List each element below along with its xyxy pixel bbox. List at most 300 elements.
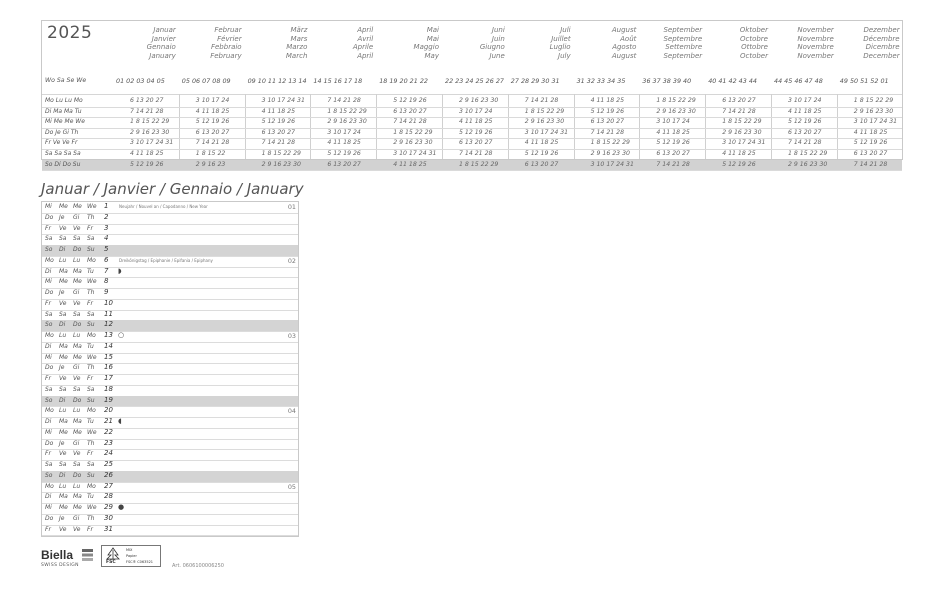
week-number: 01	[287, 203, 296, 211]
overview-cell: 2 9 16 23 30	[130, 128, 170, 136]
day-number: 24	[104, 449, 113, 458]
overview-cell: 7 14 21 28	[853, 160, 888, 168]
day-number: 28	[104, 492, 113, 501]
weekday-abbr: Ve	[73, 525, 81, 533]
month-name-lang: September	[663, 51, 703, 60]
overview-cell: 2 9 16 23	[195, 160, 226, 168]
overview-cell: 5 12 19 26	[327, 150, 361, 157]
month-name-lang: Février	[217, 34, 242, 43]
weekday-abbr: Me	[59, 428, 68, 436]
month-name-7	[509, 26, 571, 60]
moon-phase-icon: ●	[118, 503, 125, 511]
week-numbers-7: 27 28 29 30 31	[510, 77, 560, 85]
month-name-lang: Janvier	[151, 34, 176, 43]
overview-cell: 7 14 21 28	[327, 97, 361, 104]
weekday-abbr: Je	[59, 514, 65, 522]
overview-cell: 5 12 19 26	[656, 139, 690, 147]
weekday-abbr: Ve	[59, 299, 67, 307]
overview-cell: 1 8 15 22 29	[261, 150, 301, 157]
overview-cell: 4 11 18 25	[393, 160, 427, 168]
year-overview	[41, 20, 903, 168]
weekday-abbr: Sa	[73, 385, 81, 393]
overview-cell: 4 11 18 25	[261, 107, 296, 115]
fsc-paper: Papier	[126, 554, 137, 558]
month-name-lang: Mai	[426, 34, 439, 43]
moon-phase-icon: ◗	[118, 266, 122, 275]
weekday-abbr: Lu	[59, 407, 67, 415]
overview-cell: 7 14 21 28	[722, 107, 756, 115]
weekday-abbr: Ma	[59, 493, 68, 501]
weekday-abbr: Fr	[45, 450, 51, 458]
day-number: 12	[104, 320, 113, 329]
weekday-abbr: Mo	[87, 256, 96, 264]
overview-cell: 6 13 20 27	[722, 97, 756, 104]
weekday-abbr: Mo	[45, 482, 54, 490]
weekday-abbr: Mi	[45, 428, 52, 436]
overview-cell: 3 10 17 24 31	[130, 139, 174, 147]
month-name-lang: Marzo	[286, 43, 308, 52]
weekday-abbr: Me	[73, 428, 82, 436]
day-number: 21	[104, 417, 113, 425]
weekday-abbr: Sa	[45, 385, 53, 393]
overview-cell: 2 9 16 23 30	[393, 139, 433, 147]
week-numbers-3: 09 10 11 12 13 14	[247, 77, 307, 85]
week-numbers-2: 05 06 07 08 09	[181, 77, 231, 85]
overview-cell: 4 11 18 25	[590, 97, 625, 104]
weekday-abbr: Ve	[73, 224, 81, 232]
article-number: Art. 0606100006250	[172, 563, 224, 569]
weekday-abbr: Me	[73, 203, 82, 210]
weekday-abbr: So	[45, 471, 53, 479]
weekday-abbr: So	[45, 321, 53, 329]
weekday-abbr: Do	[73, 246, 82, 253]
moon-phase-icon: ○	[118, 331, 125, 339]
overview-cell: 7 14 21 28	[656, 160, 690, 168]
weekday-abbr: Ma	[73, 418, 82, 425]
fsc-code: FSC® C063521	[126, 560, 154, 564]
overview-cell: 2 9 16 23 30	[590, 150, 630, 157]
month-name-lang: März	[290, 26, 308, 34]
week-numbers-8: 31 32 33 34 35	[576, 77, 626, 85]
week-numbers-5: 18 19 20 21 22	[379, 77, 428, 85]
overview-cell: 3 10 17 24 31	[393, 150, 437, 157]
overview-cell: 6 13 20 27	[656, 150, 690, 157]
month-name-lang: Novembre	[797, 34, 834, 43]
month-name-lang: Maggio	[413, 43, 439, 52]
overview-cell: 6 13 20 27	[261, 128, 296, 136]
month-name-lang: August	[611, 51, 637, 60]
weekday-abbr: Di	[45, 418, 52, 425]
weekday-abbr: Fr	[45, 375, 51, 382]
weekday-abbr: Su	[87, 246, 95, 253]
month-title: Januar / Janvier / Gennaio / January	[41, 180, 304, 198]
day-number: 11	[104, 309, 113, 318]
weekday-abbr: Lu	[59, 482, 67, 490]
weekday-abbr: Th	[87, 364, 95, 372]
weekday-abbr: Di	[59, 471, 66, 479]
month-name-lang: Gennaio	[146, 43, 176, 52]
month-name-lang: Juillet	[551, 34, 571, 43]
month-name-4	[311, 26, 373, 60]
weekday-abbr: Ma	[73, 493, 82, 501]
overview-weekday: So Di Do Su	[45, 160, 81, 168]
overview-weekday: Fr Ve Ve Fr	[45, 139, 78, 147]
overview-cell: 2 9 16 23 30	[788, 160, 828, 168]
overview-cell: 7 14 21 28	[590, 128, 625, 136]
overview-cell: 7 14 21 28	[524, 97, 559, 104]
week-numbers-6: 22 23 24 25 26 27	[445, 77, 504, 85]
weekday-abbr: Ve	[59, 375, 67, 382]
weekday-abbr: Mi	[45, 353, 52, 361]
month-name-lang: April	[357, 51, 374, 60]
weekday-abbr: Me	[59, 504, 68, 511]
overview-row	[42, 160, 902, 172]
overview-cell: 5 12 19 26	[853, 139, 888, 147]
month-name-lang: Avril	[357, 34, 374, 43]
month-name-lang: April	[357, 26, 374, 34]
day-number: 4	[104, 234, 109, 243]
weekday-abbr: Sa	[73, 235, 81, 243]
weekday-abbr: Mi	[45, 278, 52, 286]
weekday-abbr: Ve	[73, 299, 81, 307]
day-number: 23	[104, 438, 113, 447]
day-number: 18	[104, 384, 113, 393]
month-name-lang: July	[558, 51, 571, 60]
month-name-lang: February	[210, 51, 242, 60]
overview-cell: 6 13 20 27	[853, 150, 888, 157]
overview-weekday: Mi Me Me We	[45, 118, 85, 126]
weekday-abbr: Mi	[45, 203, 52, 210]
weekday-abbr: Sa	[87, 385, 95, 393]
weekday-abbr: Fr	[87, 525, 93, 533]
overview-cell: 4 11 18 25	[853, 128, 888, 136]
overview-cell: 6 13 20 27	[524, 160, 559, 168]
month-name-10	[706, 26, 768, 60]
month-name-lang: Luglio	[549, 43, 571, 52]
overview-cell: 6 13 20 27	[327, 160, 361, 168]
day-number: 17	[104, 374, 113, 382]
weekday-abbr: Sa	[87, 235, 95, 243]
month-name-3	[246, 26, 308, 60]
month-name-lang: Febbraio	[210, 43, 242, 52]
weekday-abbr: Sa	[87, 310, 95, 318]
overview-cell: 4 11 18 25	[327, 139, 361, 147]
weekday-abbr: Gi	[73, 213, 80, 221]
day-number: 7	[104, 266, 109, 275]
weekday-abbr: Ma	[59, 418, 68, 425]
overview-cell: 3 10 17 24 31	[853, 118, 898, 126]
day-number: 13	[104, 331, 113, 339]
overview-cell: 3 10 17 24	[459, 107, 493, 115]
weekday-abbr: Me	[73, 353, 82, 361]
overview-cell: 5 12 19 26	[393, 97, 427, 104]
month-name-lang: Februar	[214, 26, 242, 34]
holiday-label: Neujahr / Nouvel an / Capodanno / New Year	[119, 204, 208, 209]
weekday-abbr: Su	[87, 321, 95, 329]
month-name-lang: Mai	[426, 26, 439, 34]
holiday-label: Dreikönigstag / Epiphanie / Epifania / Epiphany	[119, 257, 213, 263]
weekday-abbr: Me	[73, 278, 82, 286]
weekday-abbr: Di	[59, 396, 66, 404]
weekday-abbr: Ve	[59, 450, 67, 458]
weekday-abbr: Ve	[73, 375, 81, 382]
weekday-abbr: Do	[45, 364, 54, 372]
weekday-abbr: Mo	[45, 407, 54, 415]
month-name-lang: Mars	[290, 34, 308, 43]
overview-cell: 5 12 19 26	[195, 118, 230, 126]
weekday-abbr: Lu	[59, 332, 67, 339]
weekday-abbr: Sa	[59, 235, 67, 243]
weekday-abbr: Ma	[59, 342, 68, 350]
overview-cell: 1 8 15 22 29	[459, 160, 499, 168]
weekday-abbr: Lu	[73, 256, 81, 264]
brand-mark-icon	[82, 549, 93, 561]
weekday-abbr: Do	[73, 321, 82, 329]
week-number: 04	[287, 407, 296, 416]
day-number: 9	[104, 288, 109, 296]
week-numbers-1: 01 02 03 04 05	[116, 77, 165, 85]
weekday-abbr: Sa	[45, 235, 53, 243]
month-name-lang: Dicembre	[865, 43, 900, 52]
month-name-lang: June	[489, 51, 505, 60]
day-number: 20	[104, 406, 113, 415]
overview-cell: 7 14 21 28	[788, 139, 822, 147]
weekday-abbr: Fr	[87, 375, 93, 382]
overview-cell: 3 10 17 24	[656, 118, 690, 126]
week-numbers-12: 49 50 51 52 01	[839, 77, 889, 85]
overview-cell: 5 12 19 26	[459, 128, 493, 136]
weekday-abbr: Do	[45, 289, 54, 296]
fsc-logo-text: FSC	[106, 560, 116, 565]
weekday-abbr: So	[45, 246, 53, 253]
day-number: 25	[104, 460, 113, 468]
weekday-abbr: We	[87, 428, 97, 436]
weekday-abbr: Je	[59, 213, 65, 221]
weekday-abbr: Fr	[45, 224, 51, 232]
weekday-abbr: So	[45, 396, 53, 404]
day-number: 5	[104, 245, 109, 253]
weekday-abbr: Tu	[87, 418, 94, 425]
weekday-abbr: Sa	[59, 310, 67, 318]
overview-cell: 7 14 21 28	[261, 139, 296, 147]
weekday-abbr: Ve	[59, 224, 67, 232]
day-number: 16	[104, 363, 113, 372]
weekday-abbr: Sa	[73, 310, 81, 318]
month-name-lang: Juin	[491, 34, 505, 43]
overview-cell: 5 12 19 26	[524, 150, 559, 157]
weekday-abbr: Je	[59, 364, 65, 372]
week-number: 02	[287, 256, 296, 265]
header-divider	[42, 94, 902, 95]
weekday-abbr: Di	[45, 342, 52, 350]
month-name-lang: Juli	[560, 26, 571, 34]
month-name-lang: Oktober	[739, 26, 768, 34]
overview-cell: 7 14 21 28	[393, 118, 427, 126]
weekday-abbr: Th	[87, 289, 95, 296]
overview-weekday: Di Ma Ma Tu	[45, 107, 82, 115]
overview-cell: 3 10 17 24 31	[590, 160, 634, 168]
day-number: 10	[104, 298, 113, 307]
overview-cell: 3 10 17 24	[788, 97, 822, 104]
weekday-abbr: We	[87, 504, 97, 511]
weekday-abbr: Do	[45, 439, 54, 447]
day-number: 15	[104, 352, 113, 361]
overview-cell: 6 13 20 27	[130, 97, 164, 104]
month-name-lang: March	[285, 51, 308, 60]
month-name-lang: Septembre	[663, 34, 703, 43]
january-day-list	[41, 201, 299, 537]
weekday-abbr: Me	[59, 203, 68, 210]
weekday-abbr: Do	[45, 213, 54, 221]
overview-cell: 4 11 18 25	[459, 118, 493, 126]
overview-cell: 5 12 19 26	[722, 160, 756, 168]
overview-cell: 4 11 18 25	[130, 150, 164, 157]
brand-logo: Biella	[41, 548, 74, 562]
overview-cell: 5 12 19 26	[261, 118, 296, 126]
brand-tagline: SWISS DESIGN	[41, 563, 79, 568]
weekday-abbr: Sa	[59, 385, 67, 393]
month-name-lang: Aprile	[352, 43, 374, 52]
weekday-abbr: Do	[45, 514, 54, 522]
overview-cell: 7 14 21 28	[459, 150, 493, 157]
weekday-abbr: Do	[73, 471, 82, 479]
weekday-abbr: Sa	[45, 461, 53, 468]
weekday-abbr: Su	[87, 471, 95, 479]
overview-cell: 7 14 21 28	[130, 107, 164, 115]
day-number: 6	[104, 255, 109, 264]
weekday-abbr: Th	[87, 213, 95, 221]
week-numbers-4: 14 15 16 17 18	[313, 77, 363, 85]
weekday-abbr: Tu	[87, 342, 94, 350]
fsc-mix: MIX	[126, 548, 133, 552]
month-name-9	[640, 26, 702, 60]
weekday-abbr: Fr	[87, 299, 93, 307]
overview-cell: 5 12 19 26	[130, 160, 164, 168]
overview-cell: 2 9 16 23 30	[853, 107, 894, 115]
day-number: 2	[104, 212, 109, 221]
overview-cell: 1 8 15 22 29	[327, 107, 367, 115]
weekday-abbr: Mo	[45, 332, 54, 339]
weekday-abbr: Gi	[73, 289, 80, 296]
overview-weekday: Do Je Gi Th	[45, 128, 79, 136]
weekday-abbr: Di	[59, 246, 66, 253]
day-number: 1	[104, 202, 109, 210]
day-number: 30	[104, 513, 113, 522]
overview-cell: 6 13 20 27	[459, 139, 493, 147]
overview-cell: 5 12 19 26	[590, 107, 625, 115]
overview-cell: 3 10 17 24	[195, 97, 230, 104]
weekday-abbr: Su	[87, 396, 95, 404]
weekday-abbr: Mo	[45, 256, 54, 264]
weekday-abbr: Th	[87, 439, 95, 447]
overview-cell: 1 8 15 22 29	[788, 150, 828, 157]
overview-cell: 6 13 20 27	[393, 107, 427, 115]
day-number: 22	[104, 427, 113, 436]
overview-cell: 6 13 20 27	[788, 128, 822, 136]
weekday-abbr: Gi	[73, 514, 80, 522]
month-name-6	[443, 26, 505, 60]
month-name-lang: November	[797, 51, 834, 60]
week-numbers-10: 40 41 42 43 44	[708, 77, 757, 85]
day-number: 27	[104, 481, 113, 490]
weekday-abbr: Di	[45, 267, 52, 275]
overview-cell: 1 8 15 22 29	[393, 128, 433, 136]
month-name-8	[575, 26, 637, 60]
weekday-header: Wo Sa Se We	[45, 77, 87, 84]
weekday-abbr: Ma	[59, 267, 68, 275]
overview-cell: 7 14 21 28	[195, 139, 230, 147]
overview-cell: 3 10 17 24	[327, 128, 361, 136]
weekday-abbr: Fr	[45, 299, 51, 307]
weekday-abbr: Tu	[87, 493, 94, 501]
overview-cell: 6 13 20 27	[195, 128, 230, 136]
weekday-abbr: Mo	[87, 332, 96, 339]
day-number: 19	[104, 395, 113, 404]
weekday-abbr: Je	[59, 439, 65, 447]
weekday-abbr: Lu	[73, 482, 81, 490]
weekday-abbr: Mi	[45, 504, 52, 511]
weekday-abbr: Sa	[59, 461, 67, 468]
weekday-abbr: Sa	[73, 461, 81, 468]
weekday-abbr: Ma	[73, 267, 82, 275]
weekday-abbr: Di	[59, 321, 66, 329]
overview-cell: 2 9 16 23 30	[459, 97, 499, 104]
weekday-abbr: Lu	[73, 407, 81, 415]
week-number: 03	[287, 332, 296, 340]
overview-cell: 3 10 17 24 31	[722, 139, 766, 147]
month-name-lang: Januar	[153, 26, 176, 34]
overview-cell: 1 8 15 22 29	[853, 97, 894, 104]
overview-cell: 2 9 16 23 30	[261, 160, 301, 168]
weekday-abbr: We	[87, 203, 97, 210]
month-name-lang: November	[797, 26, 834, 34]
weekday-abbr: Je	[59, 289, 65, 296]
day-number: 26	[104, 470, 113, 479]
weekday-abbr: Fr	[45, 525, 51, 533]
month-name-1	[114, 26, 176, 60]
weekday-abbr: Fr	[87, 450, 93, 458]
overview-cell: 4 11 18 25	[656, 128, 690, 136]
month-name-lang: Agosto	[612, 43, 637, 52]
day-number: 8	[104, 277, 109, 286]
year-title: 2025	[47, 23, 93, 43]
overview-cell: 2 9 16 23 30	[524, 118, 565, 126]
month-name-lang: May	[424, 51, 439, 60]
weekday-abbr: Sa	[87, 461, 95, 468]
day-number: 31	[104, 524, 113, 533]
day-row	[42, 525, 298, 537]
overview-cell: 1 8 15 22 29	[722, 118, 762, 126]
week-number: 05	[287, 482, 296, 491]
weekday-abbr: We	[87, 278, 97, 286]
month-name-lang: Giugno	[479, 43, 505, 52]
weekday-abbr: Me	[59, 278, 68, 286]
weekday-abbr: Me	[73, 504, 82, 511]
overview-cell: 2 9 16 23 30	[656, 107, 696, 115]
overview-cell: 1 8 15 22 29	[130, 118, 170, 126]
month-name-lang: Juni	[491, 26, 505, 34]
overview-cell: 1 8 15 22 29	[524, 107, 565, 115]
weekday-abbr: Tu	[87, 267, 94, 275]
day-number: 3	[104, 223, 109, 232]
month-name-lang: Dezember	[863, 26, 900, 34]
weekday-abbr: Fr	[87, 224, 93, 232]
weekday-abbr: Lu	[73, 332, 81, 339]
month-name-lang: Ottobre	[741, 43, 768, 52]
overview-cell: 1 8 15 22 29	[590, 139, 630, 147]
overview-cell: 1 8 15 22 29	[656, 97, 696, 104]
month-name-lang: Août	[620, 34, 637, 43]
